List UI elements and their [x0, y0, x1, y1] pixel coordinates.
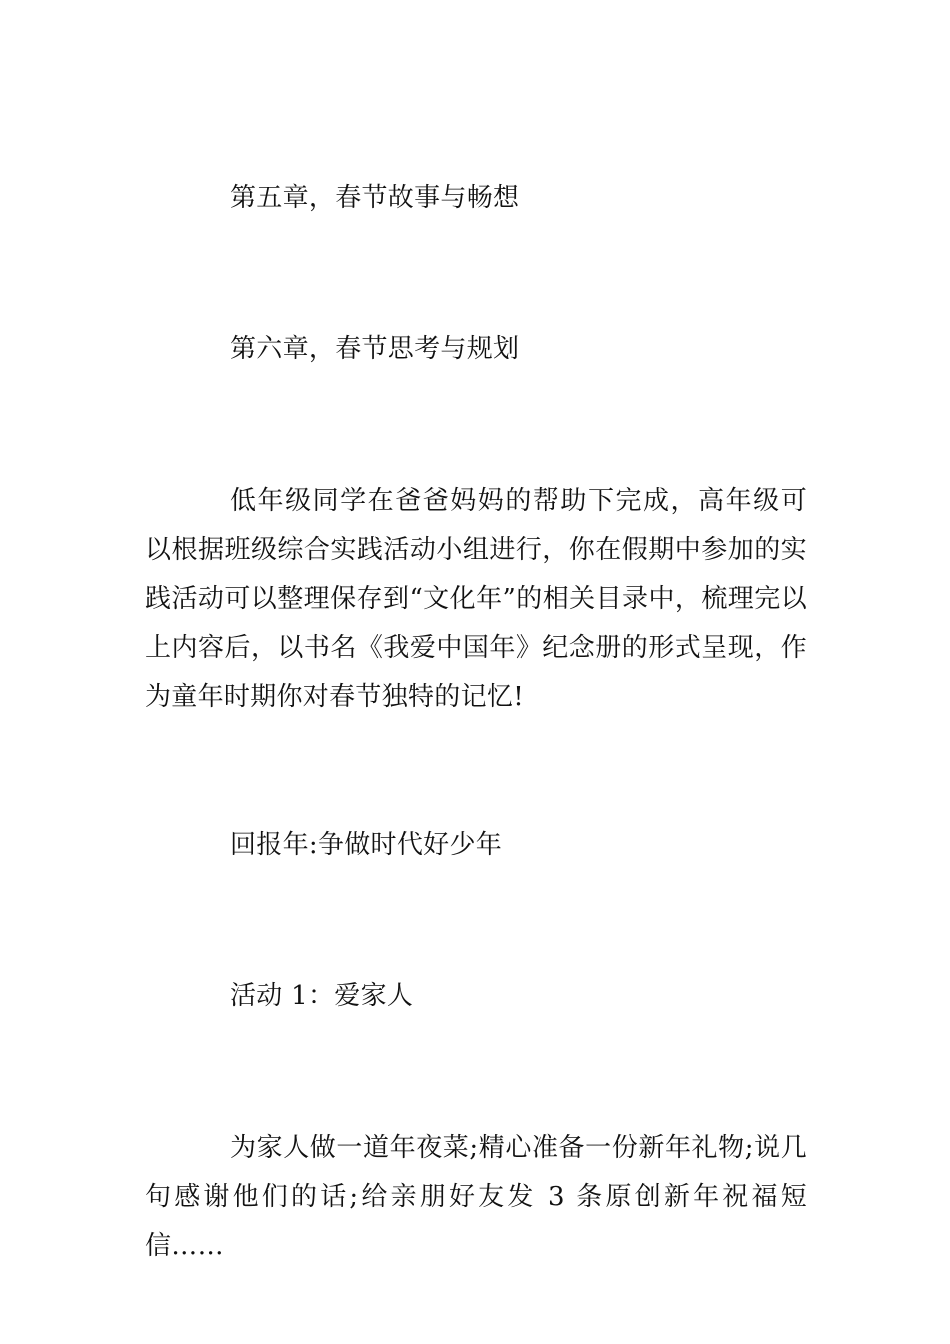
activity-title: 活动 1：爱家人	[230, 981, 414, 1011]
section-title: 回报年:争做时代好少年	[230, 830, 503, 860]
instruction-paragraph: 低年级同学在爸爸妈妈的帮助下完成，高年级可以根据班级综合实践活动小组进行，你在假期中参加的实践活动可以整理保存到“文化年”的相关目录中，梳理完以上内容后，以书名《我爱中国年》纪念册的形式呈现，作为童年时期你对春节独特的记忆!	[145, 486, 807, 712]
chapter-six-heading: 第六章，春节思考与规划	[230, 334, 520, 364]
chapter-five-heading: 第五章，春节故事与畅想	[230, 183, 520, 213]
activity-paragraph: 为家人做一道年夜菜;精心准备一份新年礼物;说几句感谢他们的话;给亲朋好友发 3 条原创新年祝福短信……	[145, 1133, 807, 1261]
